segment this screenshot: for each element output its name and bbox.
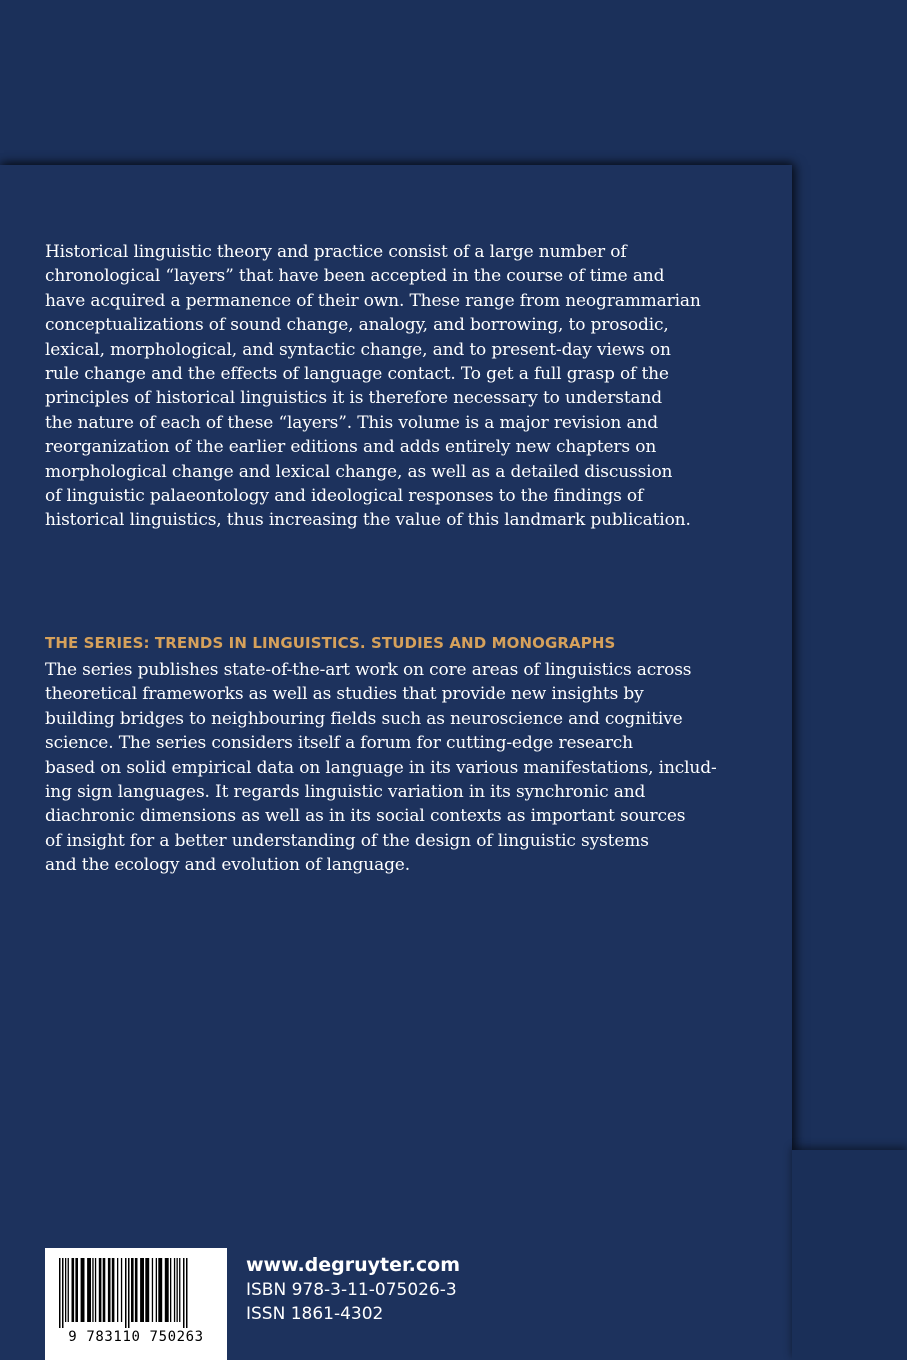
barcode-bar bbox=[108, 1258, 111, 1322]
barcode-bar bbox=[145, 1258, 149, 1322]
barcode-bar bbox=[177, 1258, 178, 1322]
series-description: The series publishes state-of-the-art work on core areas of linguistics across theoretical frameworks as well as studies that provide new insights by building bridges to neighbouring fields such as neuroscience and cognitive science. The series considers itself a forum for cutting-edge research based on solid empirical data on language in its various manifestations, includ- ing sign languages. It regards linguistic variation in its synchronic and diachronic dimensions as well as in its social contexts as important sources of insight for a better understanding of the design of linguistic systems and the ecology and evolution of language. bbox=[45, 660, 717, 876]
cover-edge bbox=[792, 1150, 907, 1360]
publisher-info bbox=[246, 1252, 460, 1326]
barcode-bar bbox=[135, 1258, 138, 1322]
barcode-bar bbox=[158, 1258, 162, 1322]
barcode-bar bbox=[186, 1258, 188, 1328]
barcode-bar bbox=[72, 1258, 75, 1322]
barcode-digits: 9 783110 750263 bbox=[68, 1329, 204, 1345]
series-heading: THE SERIES: TRENDS IN LINGUISTICS. STUDIES AND MONOGRAPHS bbox=[45, 634, 616, 652]
barcode-bar bbox=[95, 1258, 96, 1322]
barcode-bar bbox=[131, 1258, 134, 1322]
isbn-barcode bbox=[45, 1248, 227, 1360]
isbn-number: ISBN 978-3-11-075026-3 bbox=[246, 1280, 457, 1300]
barcode-bar bbox=[128, 1258, 130, 1328]
barcode-bar bbox=[68, 1258, 69, 1322]
barcode-bar bbox=[121, 1258, 122, 1322]
barcode-bar bbox=[165, 1258, 169, 1322]
barcode-bar bbox=[174, 1258, 175, 1322]
barcode-bars bbox=[57, 1258, 215, 1328]
barcode-bar bbox=[170, 1258, 171, 1322]
issn-number: ISSN 1861-4302 bbox=[246, 1304, 384, 1324]
barcode-bar bbox=[152, 1258, 153, 1322]
barcode-bar bbox=[183, 1258, 185, 1328]
publisher-url: www.degruyter.com bbox=[246, 1254, 460, 1276]
barcode-bar bbox=[87, 1258, 91, 1322]
barcode-bar bbox=[112, 1258, 115, 1322]
barcode-bar bbox=[62, 1258, 64, 1328]
barcode-bar bbox=[81, 1258, 85, 1322]
barcode-bar bbox=[59, 1258, 61, 1328]
barcode-bar bbox=[92, 1258, 93, 1322]
barcode-bar bbox=[125, 1258, 127, 1328]
barcode-bar bbox=[179, 1258, 180, 1322]
barcode-bar bbox=[156, 1258, 157, 1322]
barcode-bar bbox=[99, 1258, 102, 1322]
barcode-bar bbox=[103, 1258, 106, 1322]
barcode-bar bbox=[75, 1258, 78, 1322]
book-description: Historical linguistic theory and practice consist of a large number of chronological “layers” that have been accepted in the course of time and have acquired a permanence of their own. These range from neogrammarian conceptualizations of sound change, analogy, and borrowing, to prosodic, lexical, morphological, and syntactic change, and to present-day views on rule change and the effects of language contact. To get a full grasp of the principles of historical linguistics it is therefore necessary to understand the nature of each of these “layers”. This volume is a major revision and reorganization of the earlier editions and adds entirely new chapters on morphological change and lexical change, as well as a detailed discussion of linguistic palaeontology and ideological responses to the findings of historical linguistics, thus increasing the value of this landmark publication. bbox=[45, 242, 701, 531]
barcode-bar bbox=[117, 1258, 118, 1322]
barcode-bar bbox=[140, 1258, 144, 1322]
barcode-bar bbox=[65, 1258, 66, 1322]
